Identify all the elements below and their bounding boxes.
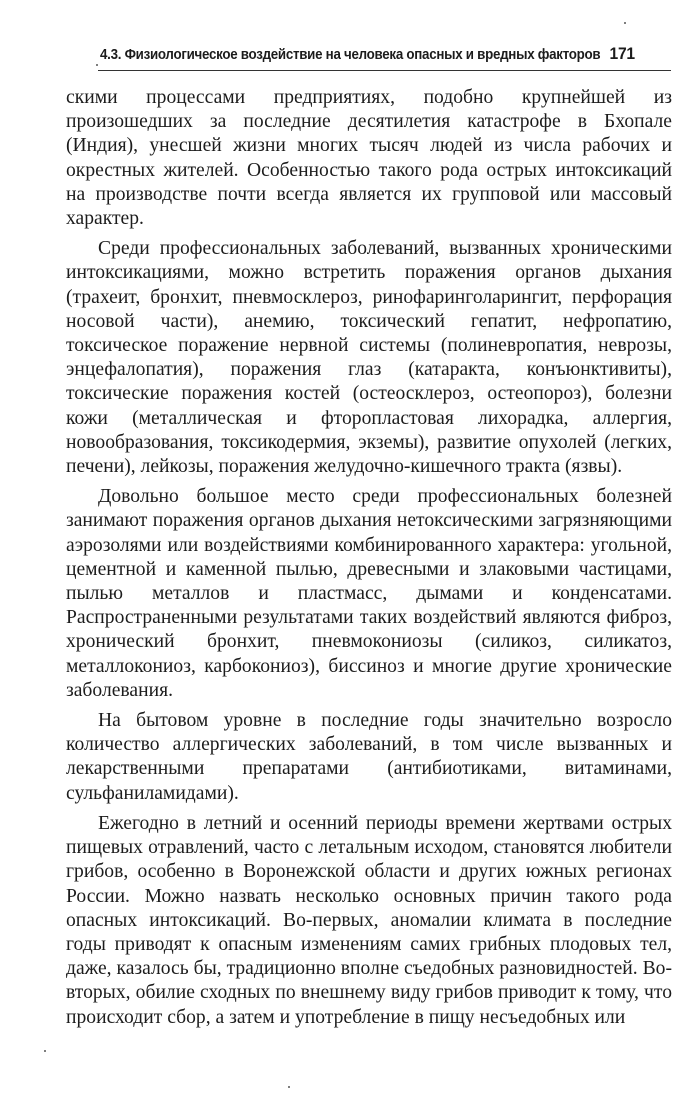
- scan-speck: [624, 22, 626, 24]
- scan-speck: [96, 64, 98, 66]
- paragraph-3: Довольно большое место среди профессиональных болезней занимают поражения органов дыхания нетоксическими загрязняющими аэрозолями или воздействиями комбинированного характера: угольной, цементной и каменной пылью, древесными и злаковыми частицами, пылью металлов и пластмасс, дымами и конденсатами. Распространенными результатами таких воздействий являются фиброз, хронический бронхит, пневмокониозы (силикоз, силикатоз, металлокониоз, карбокониоз), биссиноз и многие другие хронические заболевания.: [66, 486, 672, 701]
- header-rule: [98, 70, 671, 71]
- paragraph-4: На бытовом уровне в последние годы значительно возросло количество аллергических заболеваний, в том числе вызванных и лекарственными препаратами (антибиотиками, витаминами, сульфаниламидами).: [66, 710, 672, 804]
- running-header: [100, 44, 635, 70]
- paragraph-2: Среди профессиональных заболеваний, вызванных хроническими интоксикациями, можно встретить поражения органов дыхания (трахеит, бронхит, пневмосклероз, ринофаринголарингит, перфорация носовой части), анемию, токсический гепатит, нефропатию, токсическое поражение нервной системы (полиневропатия, неврозы, энцефалопатия), поражения глаз (катаракта, конъюнктивиты), токсические поражения костей (остеосклероз, остеопороз), болезни кожи (металлическая и фторопластовая лихорадка, аллергия, новообразования, токсикодермия, экземы), развитие опухолей (легких, печени), лейкозы, поражения желудочно-кишечного тракта (язвы).: [66, 238, 672, 478]
- scan-speck: [288, 1086, 290, 1088]
- body-text: [66, 86, 672, 1030]
- running-title: 4.3. Физиологическое воздействие на человека опасных и вредных факторов: [100, 47, 601, 63]
- paragraph-1: скими процессами предприятиях, подобно крупнейшей из произошедших за последние десятилетия катастрофе в Бхопале (Индия), унесшей жизни многих тысяч людей из числа рабочих и окрестных жителей. Особенностью такого рода острых интоксикаций на производстве почти всегда является их групповой или массовый характер.: [66, 87, 672, 230]
- scan-speck: [44, 1050, 46, 1052]
- paragraph-5: Ежегодно в летний и осенний периоды времени жертвами острых пищевых отравлений, часто с летальным исходом, становятся любители грибов, особенно в Воронежской области и других южных регионах России. Можно назвать несколько основных причин такого рода опасных интоксикаций. Во-первых, аномалии климата в последние годы приводят к опасным изменениям самих грибных плодовых тел, даже, казалось бы, традиционно вполне съедобных разновидностей. Во-вторых, обилие сходных по внешнему виду грибов приводит к тому, что происходит сбор, а затем и употребление в пищу несъедобных или: [66, 812, 672, 1028]
- page-number: 171: [609, 44, 635, 63]
